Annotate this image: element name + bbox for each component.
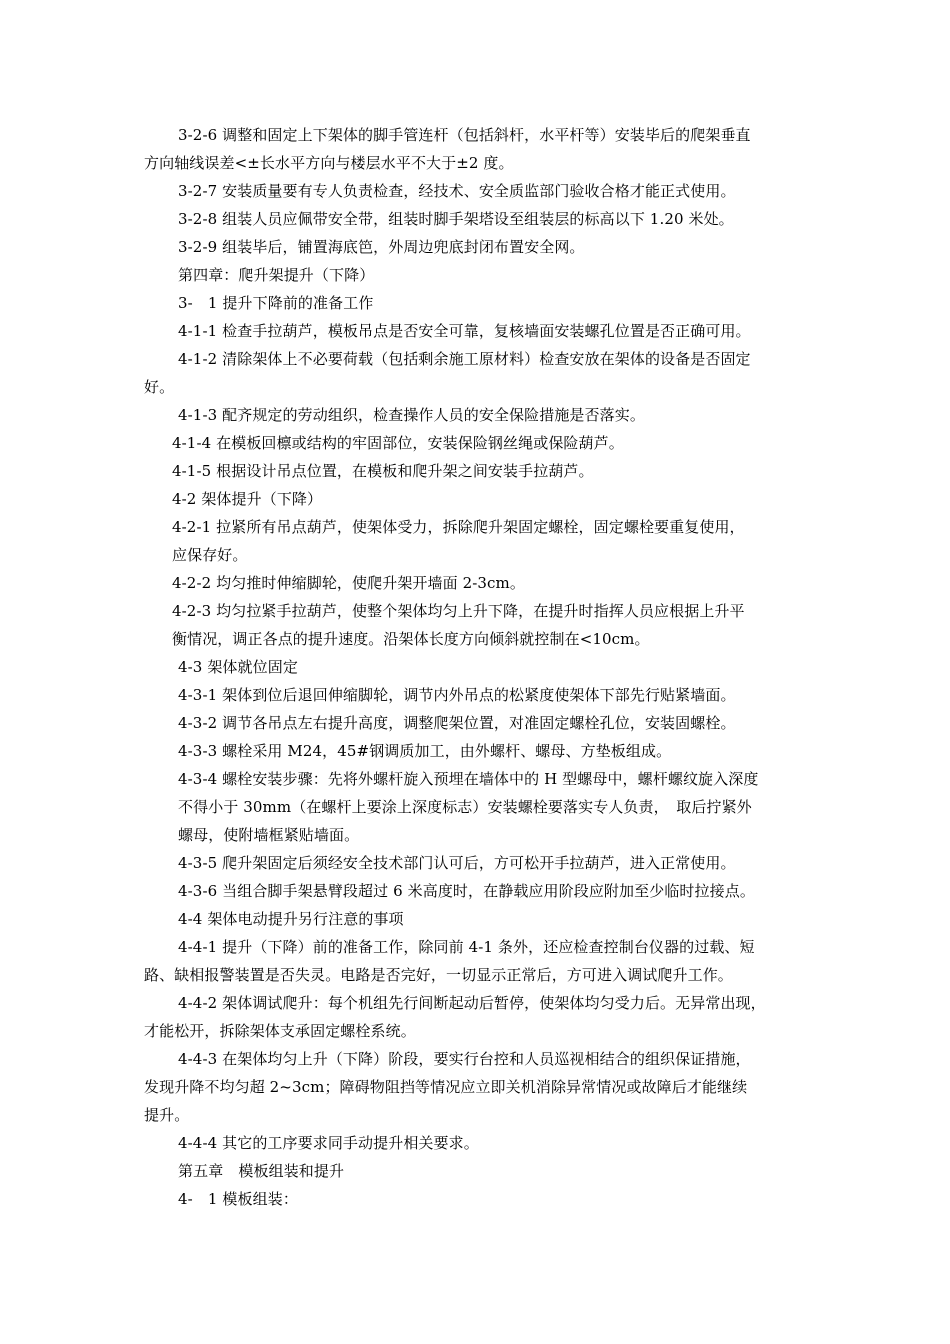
text-line: 4-3-2 调节各吊点左右提升高度，调整爬架位置，对准固定螺栓孔位，安装固螺栓。	[178, 714, 736, 732]
text-line: 4-4-2 架体调试爬升：每个机组先行间断起动后暂停，使架体均匀受力后。无异常出现，	[178, 994, 766, 1012]
text-line: 4-1-2 清除架体上不必要荷载（包括剩余施工原材料）检查安放在架体的设备是否固定	[178, 350, 751, 368]
text-line: 4-3-1 架体到位后退回伸缩脚轮，调节内外吊点的松紧度使架体下部先行贴紧墙面。	[178, 686, 736, 704]
section-heading: 3- 1 提升下降前的准备工作	[178, 294, 374, 312]
text-line: 3-2-8 组装人员应佩带安全带，组装时脚手架塔设至组装层的标高以下 1.20 米处。	[178, 210, 734, 228]
text-line: 发现升降不均匀超 2~3cm；障碍物阻挡等情况应立即关机消除异常情况或故障后才能继续	[144, 1078, 748, 1096]
text-line: 4-3-6 当组合脚手架悬臂段超过 6 米高度时，在静载应用阶段应附加至少临时拉接点。	[178, 882, 755, 900]
text-line: 路、缺相报警装置是否失灵。电路是否完好，一切显示正常后，方可进入调试爬升工作。	[144, 966, 733, 984]
text-line: 4-2-2 均匀推时伸缩脚轮，使爬升架开墙面 2-3cm。	[172, 574, 525, 592]
text-line: 才能松开，拆除架体支承固定螺栓系统。	[144, 1022, 416, 1040]
text-line: 4-3-4 螺栓安装步骤：先将外螺杆旋入预埋在墙体中的 H 型螺母中，螺杆螺纹旋入深度	[178, 770, 759, 788]
text-line: 方向轴线误差<±长水平方向与楼层水平不大于±2 度。	[144, 154, 514, 172]
text-line: 4-4-1 提升（下降）前的准备工作，除同前 4-1 条外，还应检查控制台仪器的过载、短	[178, 938, 755, 956]
section-heading: 4-3 架体就位固定	[178, 658, 298, 676]
text-line: 3-2-7 安装质量要有专人负责检查，经技术、安全质监部门验收合格才能正式使用。	[178, 182, 736, 200]
text-line: 4-3-5 爬升架固定后须经安全技术部门认可后，方可松开手拉葫芦，进入正常使用。	[178, 854, 736, 872]
text-line: 4-2-3 均匀拉紧手拉葫芦，使整个架体均匀上升下降，在提升时指挥人员应根据上升平	[172, 602, 745, 620]
text-line: 3-2-6 调整和固定上下架体的脚手管连杆（包括斜杆，水平杆等）安装毕后的爬架垂直	[178, 126, 751, 144]
text-line: 4-1-1 检查手拉葫芦，模板吊点是否安全可靠，复核墙面安装螺孔位置是否正确可用。	[178, 322, 751, 340]
text-line: 提升。	[144, 1106, 190, 1124]
text-line: 衡情况，调正各点的提升速度。沿架体长度方向倾斜就控制在<10cm。	[172, 630, 650, 648]
text-line: 4-1-3 配齐规定的劳动组织，检查操作人员的安全保险措施是否落实。	[178, 406, 645, 424]
text-line: 4-1-4 在模板回檩或结构的牢固部位，安装保险钢丝绳或保险葫芦。	[172, 434, 624, 452]
section-heading: 4-2 架体提升（下降）	[172, 490, 323, 508]
text-line: 3-2-9 组装毕后，铺置海底笆，外周边兜底封闭布置安全网。	[178, 238, 585, 256]
chapter-heading: 第四章：爬升架提升（下降）	[178, 266, 375, 284]
text-line: 4-3-3 螺栓采用 M24，45#钢调质加工，由外螺杆、螺母、方垫板组成。	[178, 742, 672, 760]
section-heading: 4- 1 模板组装：	[178, 1190, 298, 1208]
text-line: 4-4-3 在架体均匀上升（下降）阶段，要实行台控和人员巡视相结合的组织保证措施，	[178, 1050, 751, 1068]
text-line: 不得小于 30mm（在螺杆上要涂上深度标志）安装螺栓要落实专人负责， 取后拧紧外	[178, 798, 752, 816]
text-line: 4-2-1 拉紧所有吊点葫芦，使架体受力，拆除爬升架固定螺栓，固定螺栓要重复使用，	[172, 518, 745, 536]
chapter-heading: 第五章 模板组装和提升	[178, 1162, 345, 1180]
text-line: 螺母，使附墙框紧贴墙面。	[178, 826, 360, 844]
section-heading: 4-4 架体电动提升另行注意的事项	[178, 910, 404, 928]
text-line: 4-4-4 其它的工序要求同手动提升相关要求。	[178, 1134, 479, 1152]
text-line: 4-1-5 根据设计吊点位置，在模板和爬升架之间安装手拉葫芦。	[172, 462, 594, 480]
text-line: 好。	[144, 378, 175, 396]
text-line: 应保存好。	[172, 546, 248, 564]
